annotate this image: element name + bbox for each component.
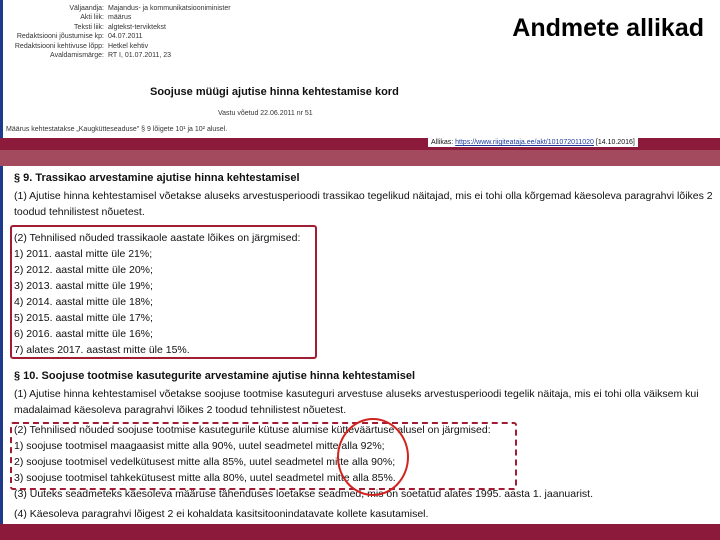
document-adoption-line: Vastu võetud 22.06.2011 nr 51	[218, 110, 313, 117]
source-label: Allikas:	[431, 139, 454, 146]
section-9-p2-intro: (2) Tehnilised nõuded trassikaole aastate lõikes on järgmised:	[14, 232, 301, 244]
section-10-p3: (3) Uuteks seadmeteks käesoleva määruse tähenduses loetakse seadmed, mis on soetatud alates 1995. aasta 1. jaanuarist.	[14, 488, 594, 500]
list-item: 2) soojuse tootmisel vedelkütusest mitte alla 85%, uutel seadmetel mitte alla 90%;	[14, 456, 396, 468]
slide-left-accent	[0, 0, 3, 540]
section-9-p1-line-2: toodud tehnilistest nõuetest.	[14, 206, 145, 218]
metadata-key: Teksti liik:	[74, 23, 104, 31]
list-item: 7) alates 2017. aastast mitte üle 15%.	[14, 344, 190, 356]
section-10-p1-line-1: (1) Ajutise hinna kehtestamisel võetakse soojuse tootmise kasuteguri arvestuse aluseks arvestusperioodi tegelik näitaja, mis ei tohi olla väiksem kui	[14, 388, 699, 400]
document-title: Soojuse müügi ajutise hinna kehtestamise kord	[150, 86, 399, 98]
section-10-p2-intro: (2) Tehnilised nõuded soojuse tootmise kasutegurile kütuse alumise kütteväärtuse alusel on järgmised:	[14, 424, 491, 436]
metadata-value: algtekst-terviktekst	[108, 23, 166, 31]
metadata-key: Akti liik:	[80, 14, 104, 22]
metadata-key: Redaktsiooni jõustumise kp:	[16, 33, 104, 41]
list-item: 2) 2012. aastal mitte üle 20%;	[14, 264, 153, 276]
list-item: 1) soojuse tootmisel maagaasist mitte alla 90%, uutel seadmetel mitte alla 92%;	[14, 440, 385, 452]
list-item: 6) 2016. aastal mitte üle 16%;	[14, 328, 153, 340]
section-10-p4: (4) Käesoleva paragrahvi lõigest 2 ei kohaldata kasitsitoonindatavate kollete kasutamisel.	[14, 508, 429, 520]
metadata-key: Väljaandja:	[69, 5, 104, 12]
metadata-value: 04.07.2011	[108, 33, 143, 41]
source-link[interactable]: https://www.riigiteataja.ee/akt/101072011020	[455, 139, 594, 146]
metadata-row	[8, 13, 231, 22]
metadata-value: Hetkel kehtiv	[108, 42, 149, 50]
metadata-row	[8, 4, 231, 13]
metadata-key: Redaktsiooni kehtivuse lõpp:	[14, 42, 104, 50]
metadata-row	[8, 32, 231, 41]
highlight-box-trassikadu	[10, 225, 317, 359]
list-item: 3) soojuse tootmisel tahkekütusest mitte alla 80%, uutel seadmetel mitte alla 85%.	[14, 472, 396, 484]
metadata-row	[8, 42, 231, 51]
slide-title: Andmete allikad	[512, 14, 704, 42]
metadata-row	[8, 51, 231, 60]
highlight-circle-percentages	[337, 418, 409, 496]
section-10-heading: § 10. Soojuse tootmise kasutegurite arvestamine ajutise hinna kehtestamisel	[14, 370, 416, 382]
section-10-p1-line-2: madalaimad käesoleva paragrahvi lõikes 2 toodud tehnilistest nõuetest.	[14, 404, 347, 416]
list-item: 3) 2013. aastal mitte üle 19%;	[14, 280, 153, 292]
legal-basis-line: Määrus kehtestatakse „Kaugkütteseaduse" § 9 lõigete 10¹ ja 10² alusel.	[6, 126, 228, 133]
source-citation	[428, 138, 638, 147]
list-item: 4) 2014. aastal mitte üle 18%;	[14, 296, 153, 308]
source-date: [14.10.2016]	[595, 139, 635, 146]
section-9-heading: § 9. Trassikao arvestamine ajutise hinna kehtestamisel	[14, 172, 300, 184]
metadata-value: Majandus- ja kommunikatsiooniminister	[108, 5, 231, 12]
metadata-value: RT I, 01.07.2011, 23	[108, 52, 172, 60]
metadata-key: Avaldamismärge:	[50, 52, 104, 60]
highlight-box-kasutegurid	[10, 422, 517, 490]
document-metadata	[8, 4, 231, 60]
metadata-row	[8, 23, 231, 32]
metadata-value: määrus	[108, 14, 132, 22]
list-item: 5) 2015. aastal mitte üle 17%;	[14, 312, 153, 324]
maroon-band-bottom	[0, 524, 720, 540]
maroon-band-mid	[0, 150, 720, 166]
list-item: 1) 2011. aastal mitte üle 21%;	[14, 248, 153, 260]
section-9-p1-line-1: (1) Ajutise hinna kehtestamisel võetakse aluseks arvestusperioodi trassikao tegelikud näitajad, mis ei tohi olla kõrgemad käesoleva paragrahvi lõikes 2	[14, 190, 713, 202]
